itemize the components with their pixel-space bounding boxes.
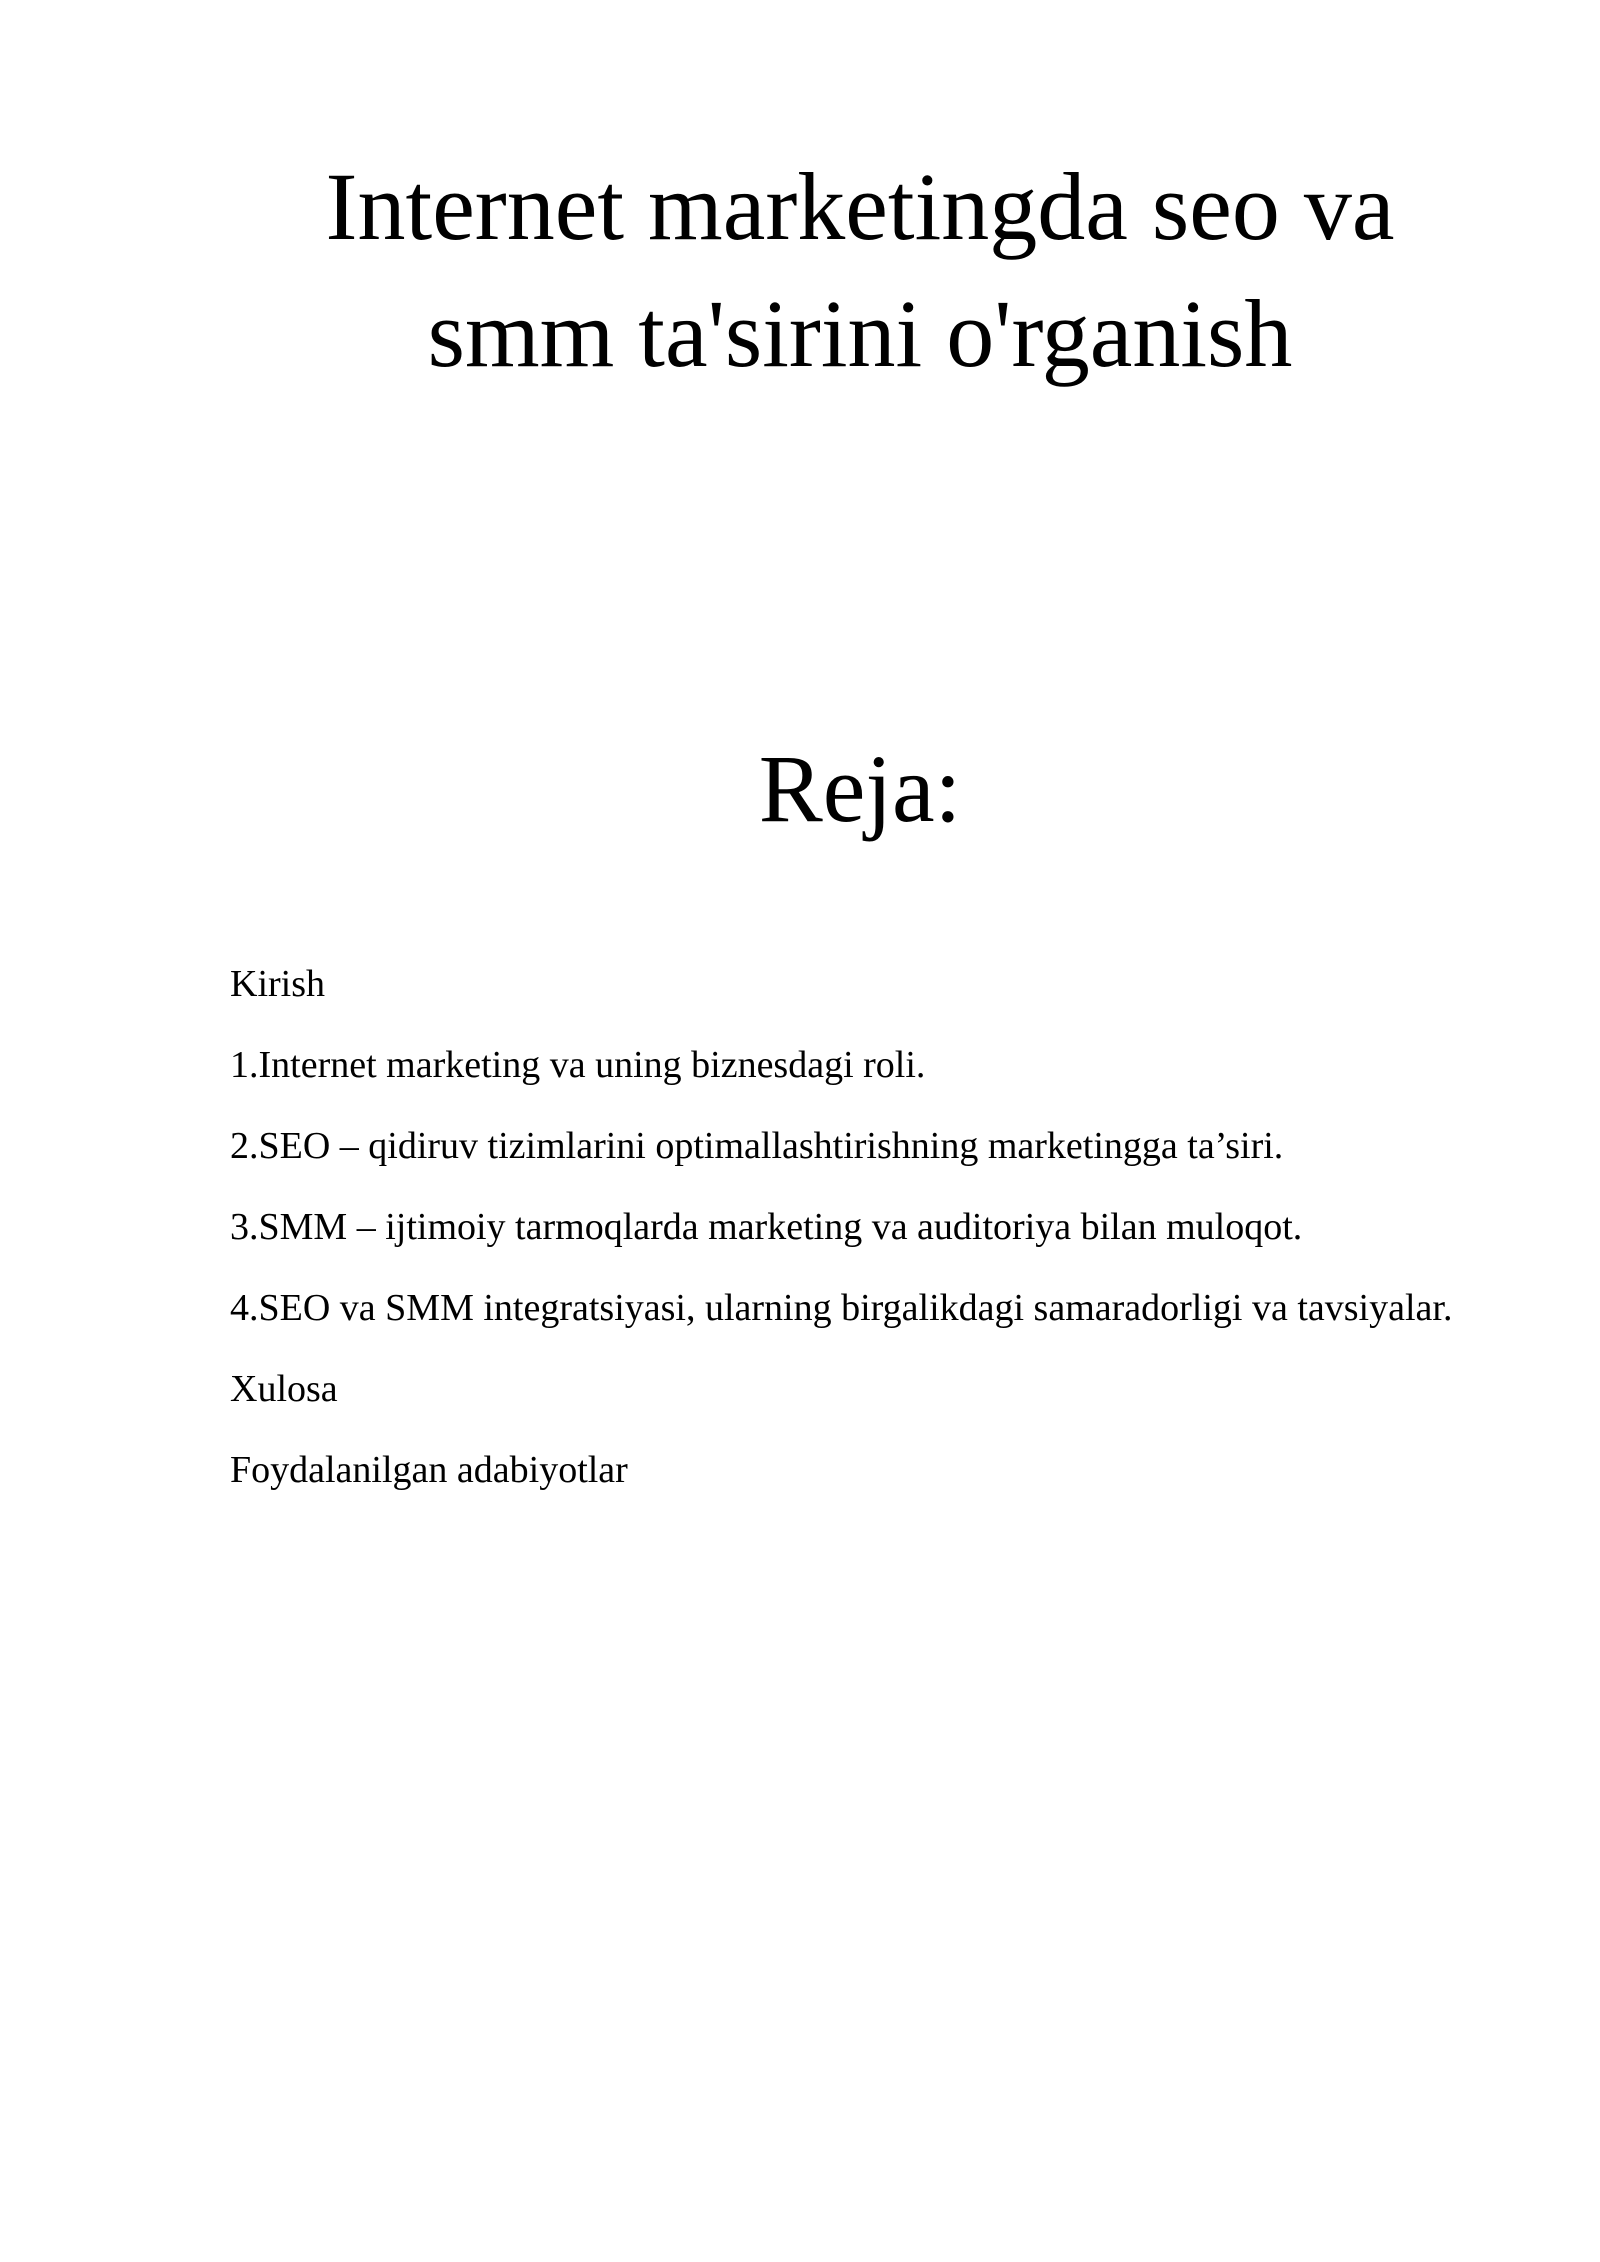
plan-heading: Reja:: [758, 735, 962, 842]
plan-item-2: 2.SEO – qidiruv tizimlarini optimallashtirishning marketingga ta’siri.: [230, 1125, 1284, 1167]
plan-item-3: 3.SMM – ijtimoiy tarmoqlarda marketing va auditoriya bilan muloqot.: [230, 1206, 1303, 1248]
plan-item-conclusion: Xulosa: [230, 1368, 338, 1410]
plan-item-4: 4.SEO va SMM integratsiyasi, ularning birgalikdagi samaradorligi va tavsiyalar.: [230, 1287, 1453, 1329]
document-title: [230, 143, 1490, 397]
plan-list: [230, 956, 1490, 1523]
plan-item-references: Foydalanilgan adabiyotlar: [230, 1449, 628, 1491]
title-line-1: Internet marketingda seo va: [325, 153, 1395, 260]
plan-item-intro: Kirish: [230, 963, 325, 1005]
title-line-2: smm ta'sirini o'rganish: [427, 280, 1293, 387]
plan-item-1: 1.Internet marketing va uning biznesdagi roli.: [230, 1044, 926, 1086]
